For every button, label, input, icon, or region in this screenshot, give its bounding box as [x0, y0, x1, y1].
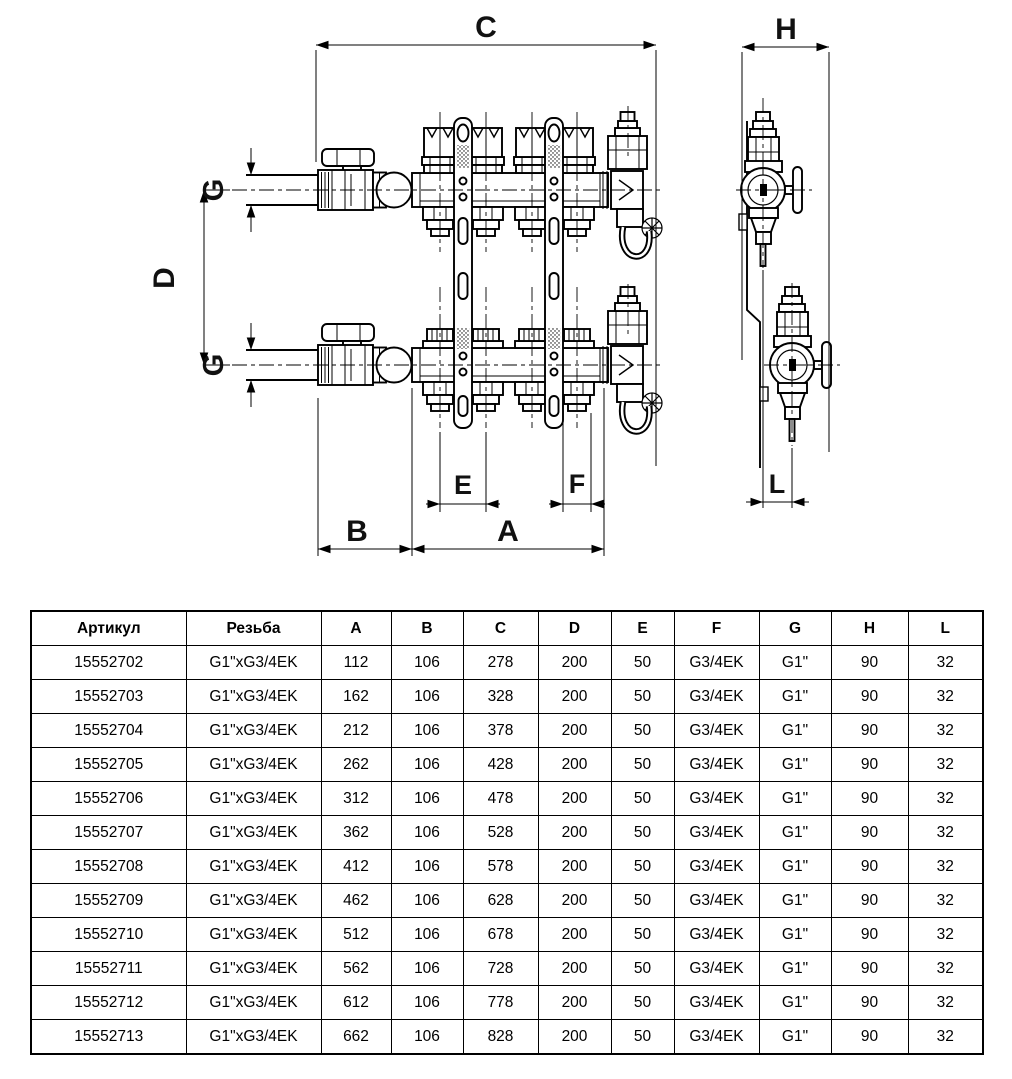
- table-cell: 362: [321, 816, 391, 850]
- table-row: [31, 714, 983, 748]
- table-cell: G3/4EK: [674, 680, 759, 714]
- table-cell: 612: [321, 986, 391, 1020]
- table-cell: G1": [759, 850, 831, 884]
- table-cell: 278: [463, 646, 538, 680]
- table-cell: 412: [321, 850, 391, 884]
- table-cell: 15552712: [31, 986, 186, 1020]
- dimension-label-h: H: [775, 13, 797, 46]
- table-cell: 728: [463, 952, 538, 986]
- table-cell: 15552703: [31, 680, 186, 714]
- dimension-label-f: F: [568, 469, 586, 499]
- dimension-d: [148, 190, 230, 365]
- table-cell: 106: [391, 986, 463, 1020]
- table-cell: G3/4EK: [674, 714, 759, 748]
- table-cell: G1"xG3/4EK: [186, 680, 321, 714]
- table-cell: 90: [831, 918, 908, 952]
- table-row: [31, 646, 983, 680]
- table-cell: 50: [611, 680, 674, 714]
- mounting-bracket-strap: [545, 118, 563, 428]
- table-cell: 90: [831, 816, 908, 850]
- table-cell: 50: [611, 816, 674, 850]
- table-body: [31, 646, 983, 1055]
- table-cell: 90: [831, 680, 908, 714]
- table-cell: G1": [759, 748, 831, 782]
- table-cell: 50: [611, 646, 674, 680]
- table-cell: 50: [611, 850, 674, 884]
- table-cell: 50: [611, 986, 674, 1020]
- column-header: F: [674, 611, 759, 646]
- dimension-label-c: C: [475, 11, 497, 44]
- table-cell: 90: [831, 952, 908, 986]
- table-cell: 512: [321, 918, 391, 952]
- table-row: [31, 918, 983, 952]
- table-cell: 90: [831, 850, 908, 884]
- column-header: H: [831, 611, 908, 646]
- table-cell: 200: [538, 782, 611, 816]
- dimension-b: [318, 388, 412, 556]
- table-cell: 90: [831, 884, 908, 918]
- table-cell: 106: [391, 714, 463, 748]
- column-header: D: [538, 611, 611, 646]
- table-cell: 200: [538, 986, 611, 1020]
- table-header-row: [31, 611, 983, 646]
- table-row: [31, 1020, 983, 1055]
- table-cell: G3/4EK: [674, 646, 759, 680]
- table-cell: G1": [759, 680, 831, 714]
- table-cell: 90: [831, 714, 908, 748]
- table-cell: G1": [759, 986, 831, 1020]
- table-row: [31, 680, 983, 714]
- table-cell: 478: [463, 782, 538, 816]
- ball-valve-supply: [318, 149, 412, 210]
- table-cell: 200: [538, 1020, 611, 1055]
- table-cell: G1": [759, 884, 831, 918]
- bracket-tab: [760, 387, 768, 401]
- side-valve-supply: [741, 112, 802, 266]
- table-cell: 200: [538, 714, 611, 748]
- table-cell: 628: [463, 884, 538, 918]
- column-header: E: [611, 611, 674, 646]
- table-cell: G1": [759, 714, 831, 748]
- column-header: C: [463, 611, 538, 646]
- table-cell: G1"xG3/4EK: [186, 918, 321, 952]
- table-cell: 32: [908, 748, 983, 782]
- dimension-label-d: D: [148, 267, 181, 289]
- table-cell: 200: [538, 680, 611, 714]
- table-cell: 562: [321, 952, 391, 986]
- table-cell: G1": [759, 918, 831, 952]
- table-cell: G1": [759, 816, 831, 850]
- table-cell: 312: [321, 782, 391, 816]
- table-cell: G1"xG3/4EK: [186, 952, 321, 986]
- column-header: Резьба: [186, 611, 321, 646]
- table-cell: 106: [391, 680, 463, 714]
- table-cell: 32: [908, 782, 983, 816]
- table-cell: 578: [463, 850, 538, 884]
- table-row: [31, 748, 983, 782]
- table-cell: 32: [908, 850, 983, 884]
- table-cell: 106: [391, 748, 463, 782]
- table-cell: G3/4EK: [674, 884, 759, 918]
- table-cell: G1"xG3/4EK: [186, 884, 321, 918]
- table-cell: G1": [759, 646, 831, 680]
- table-cell: G3/4EK: [674, 952, 759, 986]
- spec-table: [30, 610, 984, 1055]
- table-cell: 32: [908, 884, 983, 918]
- table-cell: 200: [538, 816, 611, 850]
- table-cell: 106: [391, 952, 463, 986]
- table-cell: 200: [538, 918, 611, 952]
- column-header: L: [908, 611, 983, 646]
- table-cell: G3/4EK: [674, 782, 759, 816]
- table-cell: 378: [463, 714, 538, 748]
- table-cell: G1"xG3/4EK: [186, 1020, 321, 1055]
- column-header: G: [759, 611, 831, 646]
- table-row: [31, 952, 983, 986]
- table-cell: 32: [908, 918, 983, 952]
- table-cell: 778: [463, 986, 538, 1020]
- table-cell: 462: [321, 884, 391, 918]
- table-cell: G3/4EK: [674, 1020, 759, 1055]
- table-cell: 112: [321, 646, 391, 680]
- table-row: [31, 816, 983, 850]
- table-cell: G1"xG3/4EK: [186, 850, 321, 884]
- table-cell: 106: [391, 1020, 463, 1055]
- table-row: [31, 850, 983, 884]
- table-cell: G3/4EK: [674, 986, 759, 1020]
- table-cell: 32: [908, 986, 983, 1020]
- table-cell: G1"xG3/4EK: [186, 714, 321, 748]
- dimension-label-l: L: [768, 469, 786, 499]
- table-cell: 15552707: [31, 816, 186, 850]
- table-cell: 32: [908, 1020, 983, 1055]
- air-vent-drain-supply: [603, 112, 662, 256]
- bracket-tab: [739, 214, 747, 230]
- table-cell: 106: [391, 850, 463, 884]
- table-cell: G1": [759, 952, 831, 986]
- table-cell: 212: [321, 714, 391, 748]
- table-cell: 528: [463, 816, 538, 850]
- table-cell: 15552711: [31, 952, 186, 986]
- table-row: [31, 884, 983, 918]
- air-vent-drain-return: [603, 287, 662, 431]
- table-cell: 828: [463, 1020, 538, 1055]
- table-cell: 106: [391, 918, 463, 952]
- table-cell: 50: [611, 714, 674, 748]
- table-cell: 90: [831, 1020, 908, 1055]
- ball-valve-return: [318, 324, 412, 385]
- column-header: Артикул: [31, 611, 186, 646]
- table-cell: 90: [831, 646, 908, 680]
- front-view: [246, 112, 662, 431]
- table-cell: 662: [321, 1020, 391, 1055]
- table-cell: 15552704: [31, 714, 186, 748]
- dimension-label-b: B: [346, 515, 368, 548]
- table-cell: 50: [611, 952, 674, 986]
- dimensions: [148, 11, 829, 556]
- dimension-e: [426, 432, 500, 512]
- table-cell: 15552710: [31, 918, 186, 952]
- table-row: [31, 986, 983, 1020]
- table-cell: 15552713: [31, 1020, 186, 1055]
- table-cell: 106: [391, 646, 463, 680]
- table-row: [31, 782, 983, 816]
- table-cell: 200: [538, 748, 611, 782]
- dimension-label-e: E: [453, 470, 473, 500]
- table-cell: 50: [611, 884, 674, 918]
- table-cell: 32: [908, 646, 983, 680]
- table-cell: 50: [611, 918, 674, 952]
- table-cell: 428: [463, 748, 538, 782]
- table-cell: 15552705: [31, 748, 186, 782]
- table-cell: G3/4EK: [674, 816, 759, 850]
- table-cell: 328: [463, 680, 538, 714]
- column-header: B: [391, 611, 463, 646]
- table-cell: 106: [391, 816, 463, 850]
- table-cell: G3/4EK: [674, 918, 759, 952]
- mounting-bracket-strap: [454, 118, 472, 428]
- table-cell: 15552702: [31, 646, 186, 680]
- table-cell: 50: [611, 782, 674, 816]
- table-cell: 106: [391, 782, 463, 816]
- table-cell: G1": [759, 1020, 831, 1055]
- table-cell: 15552708: [31, 850, 186, 884]
- table-cell: 262: [321, 748, 391, 782]
- table-cell: G3/4EK: [674, 850, 759, 884]
- dimension-label-a: A: [497, 515, 519, 548]
- table-cell: 15552709: [31, 884, 186, 918]
- table-cell: G1"xG3/4EK: [186, 816, 321, 850]
- table-cell: 15552706: [31, 782, 186, 816]
- table-cell: 162: [321, 680, 391, 714]
- table-cell: 50: [611, 748, 674, 782]
- table-cell: G1"xG3/4EK: [186, 646, 321, 680]
- table-cell: 90: [831, 986, 908, 1020]
- table-cell: 200: [538, 884, 611, 918]
- table-cell: G1"xG3/4EK: [186, 782, 321, 816]
- table-cell: 32: [908, 816, 983, 850]
- side-valve-return: [770, 287, 831, 441]
- table-cell: 200: [538, 646, 611, 680]
- table-cell: G1"xG3/4EK: [186, 986, 321, 1020]
- table-cell: 90: [831, 748, 908, 782]
- table-cell: 32: [908, 680, 983, 714]
- table-cell: 678: [463, 918, 538, 952]
- table-cell: 90: [831, 782, 908, 816]
- column-header: A: [321, 611, 391, 646]
- table-cell: 200: [538, 850, 611, 884]
- table-cell: 50: [611, 1020, 674, 1055]
- table-cell: 106: [391, 884, 463, 918]
- table-cell: 200: [538, 952, 611, 986]
- table-cell: G1": [759, 782, 831, 816]
- table-cell: 32: [908, 714, 983, 748]
- table-cell: 32: [908, 952, 983, 986]
- dimension-label-g-supply: G: [198, 178, 230, 202]
- side-view: [739, 112, 831, 468]
- table-cell: G1"xG3/4EK: [186, 748, 321, 782]
- dimension-label-g-return: G: [198, 353, 230, 377]
- table-cell: G3/4EK: [674, 748, 759, 782]
